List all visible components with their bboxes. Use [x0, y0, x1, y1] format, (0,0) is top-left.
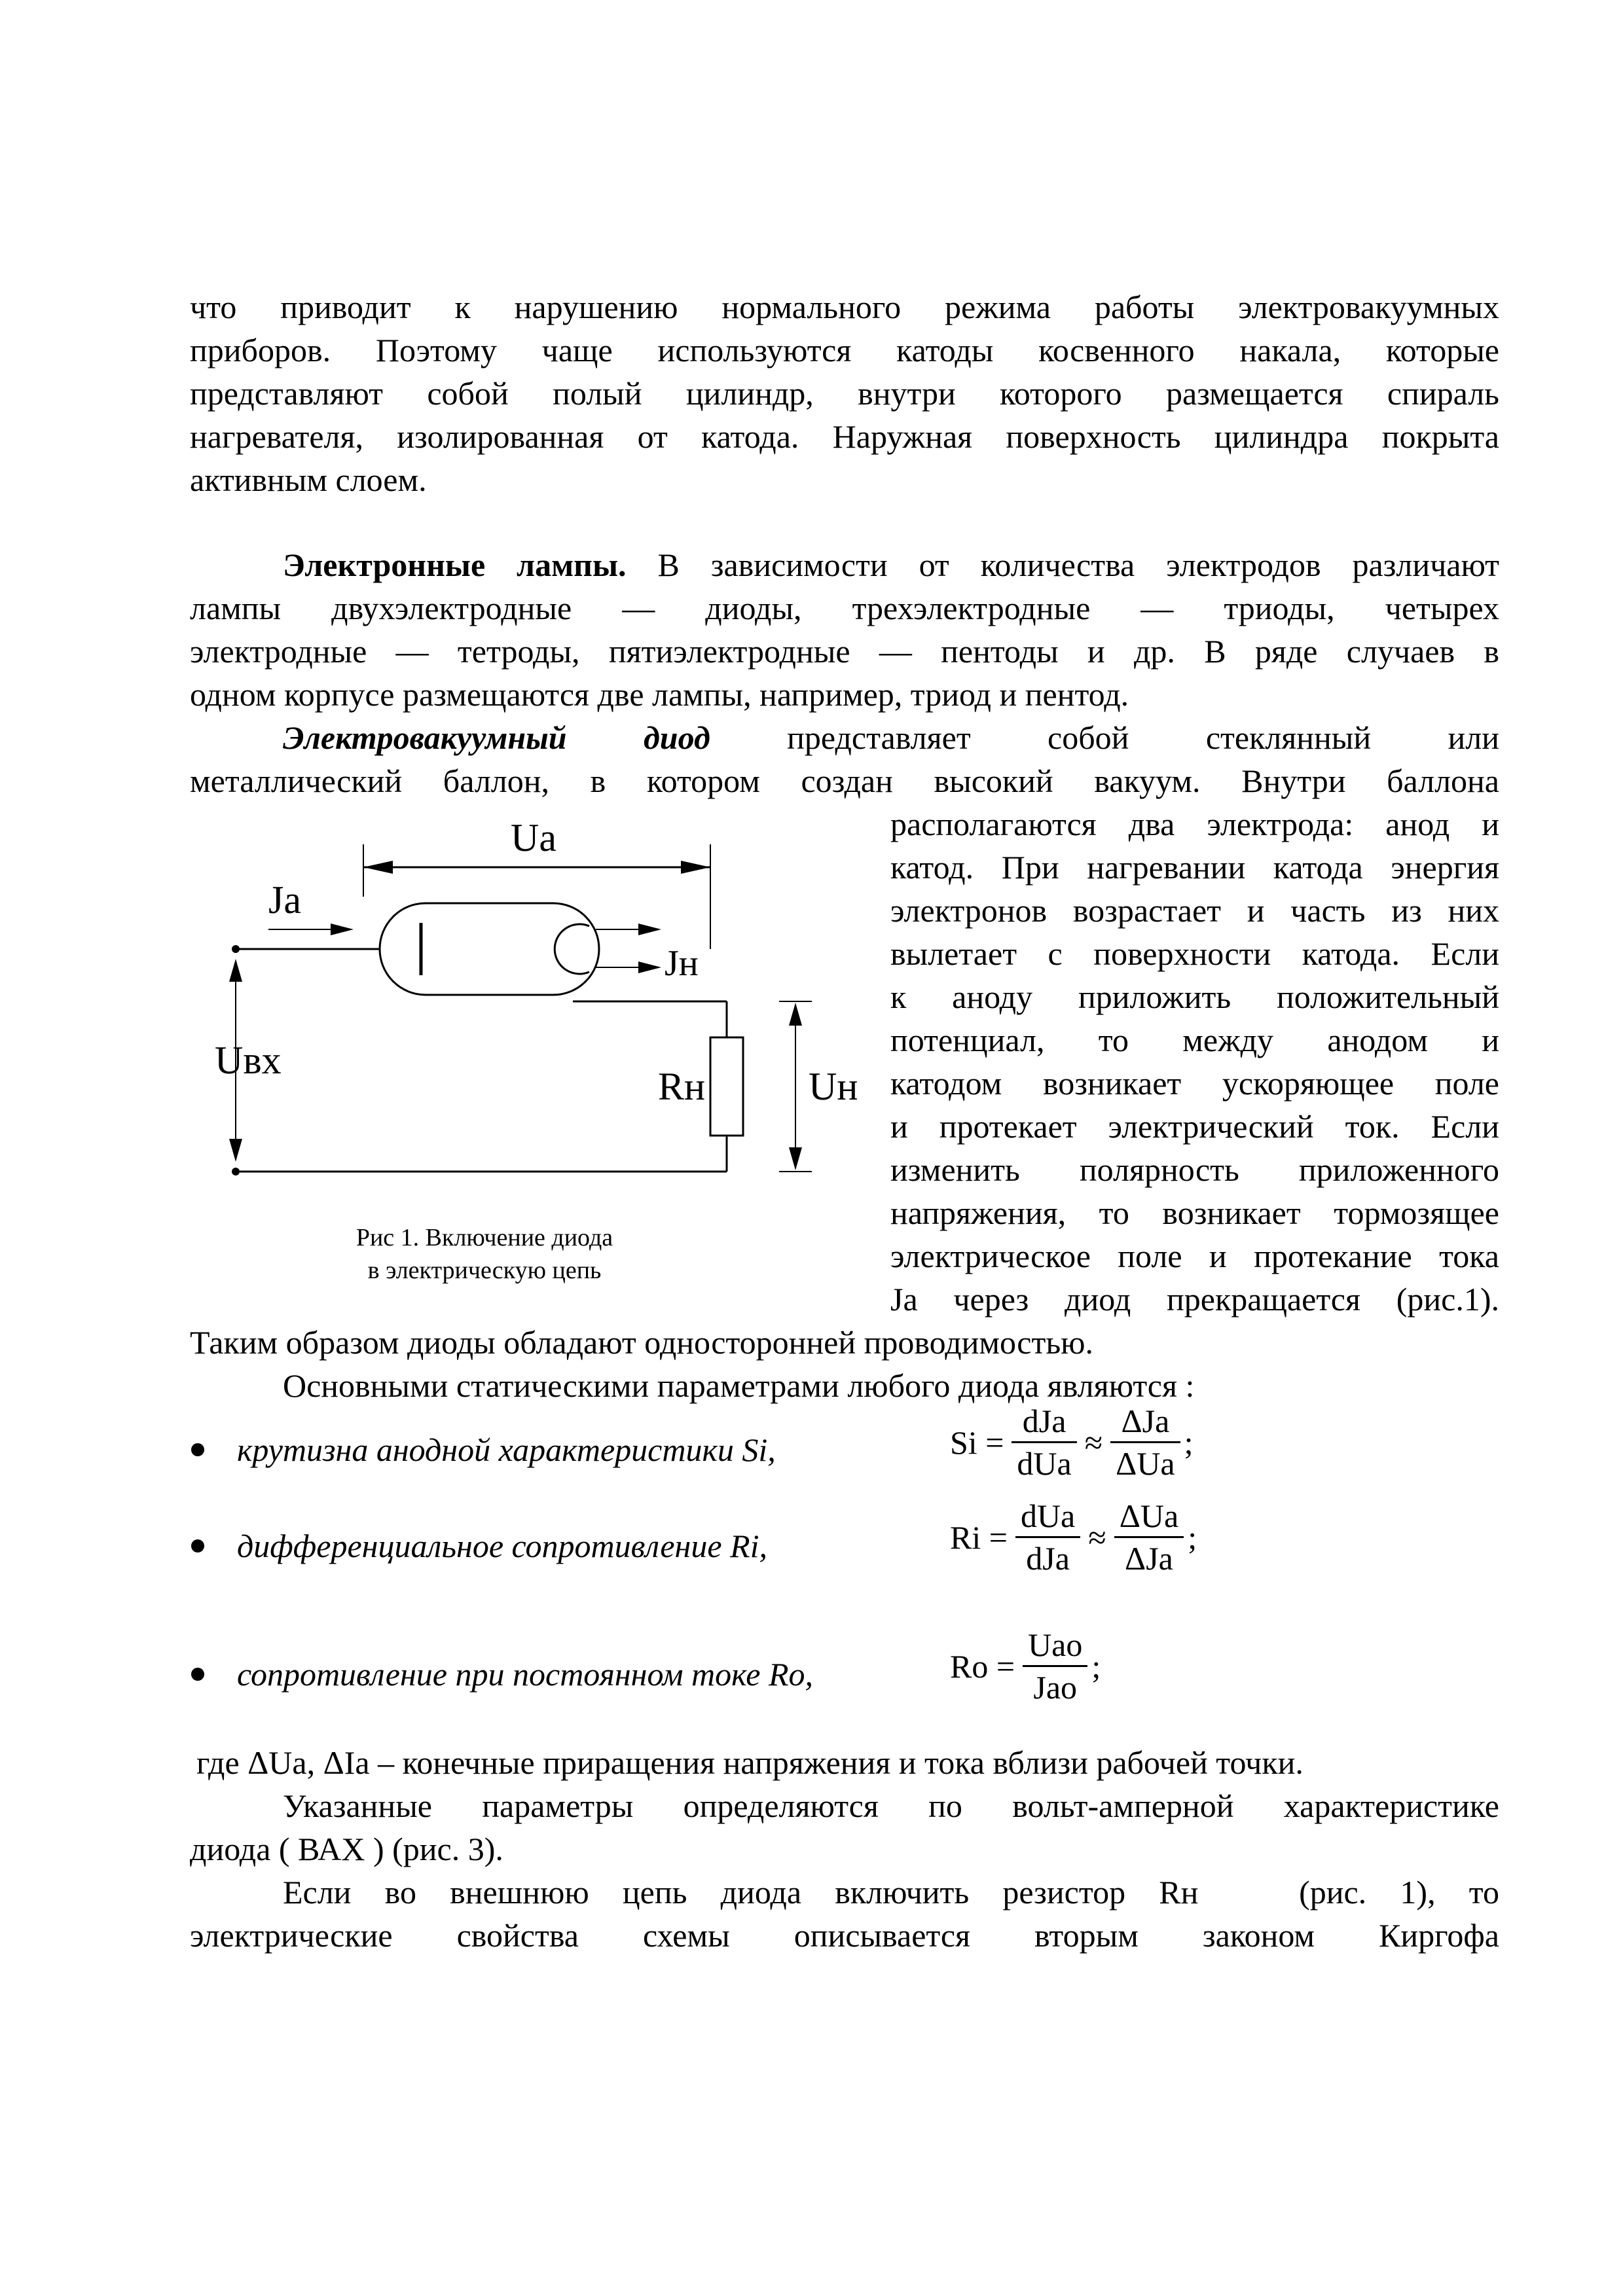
- closing-line-3: диода ( ВАХ ) (рис. 3).: [190, 1831, 503, 1867]
- p3-line-2: металлический баллон, в котором создан высокий вакуум. Внутри баллона: [190, 762, 1499, 799]
- formula-si-den1: dUa: [1017, 1445, 1072, 1482]
- label-ua: Ua: [511, 816, 556, 859]
- terminal-bottom: [232, 1168, 240, 1175]
- formula-si: [946, 1401, 1194, 1484]
- formula-ro-den: Jao: [1033, 1669, 1078, 1706]
- cathode-filament: [555, 924, 589, 974]
- p3-side-line-9: изменить полярность приложенного: [890, 1151, 1499, 1188]
- formula-ro: [946, 1624, 1101, 1708]
- formula-ri: [946, 1496, 1197, 1579]
- p1-line-5: активным слоем.: [190, 461, 427, 498]
- formula-si-num1: dJa: [1022, 1403, 1067, 1439]
- formula-ri-frac1: [1015, 1496, 1080, 1579]
- formula-ri-end: ;: [1188, 1518, 1197, 1556]
- formula-ri-approx: ≈: [1088, 1518, 1106, 1556]
- figure-caption-line-2: в электрическую цепь: [367, 1257, 602, 1284]
- p1-line-1: что приводит к нарушению нормального режима работы электровакуумных: [190, 289, 1499, 325]
- p1-line-4: нагревателя, изолированная от катода. Наружная поверхность цилиндра покрыта: [190, 418, 1499, 455]
- formula-ri-lhs: Ri =: [950, 1518, 1008, 1556]
- closing-line-1: где ΔUa, ΔIa – конечные приращения напряжения и тока вблизи рабочей точки.: [196, 1744, 1304, 1781]
- p3-line-1: [283, 716, 1499, 759]
- closing-line-2: Указанные параметры определяются по вольт-амперной характеристике: [283, 1787, 1499, 1824]
- bullet-icon: [191, 1539, 204, 1552]
- formula-ro-end: ;: [1091, 1647, 1101, 1685]
- param-si-text: крутизна анодной характеристики Si,: [237, 1431, 776, 1468]
- label-jh: Jн: [665, 943, 699, 984]
- ubx-arrowhead-top: [229, 959, 242, 982]
- closing-line-4: Если во внешнюю цепь диода включить резистор Rн (рис. 1), то: [283, 1874, 1499, 1910]
- formula-si-lhs: Si =: [950, 1424, 1004, 1461]
- p3-after-line: Таким образом диоды обладают односторонней проводимостью.: [190, 1324, 1093, 1361]
- label-rh: Rн: [658, 1065, 706, 1108]
- ubx-arrowhead-bottom: [229, 1139, 242, 1162]
- jh-arrowhead-top: [638, 924, 661, 935]
- diode-circuit-diagram: [196, 805, 864, 1211]
- formula-si-frac1: [1012, 1401, 1076, 1484]
- param-ri-text: дифференциальное сопротивление Ri,: [237, 1528, 767, 1564]
- formula-ri-den2: ΔJa: [1125, 1540, 1173, 1577]
- closing-line-5: электрические свойства схемы описывается вторым законом Киргофа: [190, 1917, 1499, 1954]
- params-intro: Основными статическими параметрами любого диода являются :: [283, 1367, 1195, 1404]
- section-heading: Электронные лампы.: [283, 547, 627, 583]
- bullet-icon: [191, 1668, 204, 1681]
- p3-side-line-11: электрическое поле и протекание тока: [890, 1238, 1499, 1274]
- p2-line-1: [283, 543, 1499, 586]
- p3-line-1-rest: представляет собой стеклянный или: [787, 719, 1500, 756]
- p2-line-3: электродные — тетроды, пятиэлектродные — пентоды и др. В ряде случаев в: [190, 633, 1499, 670]
- ua-arrowhead-right: [681, 861, 710, 874]
- formula-ro-num: Uao: [1028, 1626, 1083, 1663]
- p1-line-3: представляют собой полый цилиндр, внутри которого размещается спираль: [190, 375, 1499, 412]
- formula-ro-frac: [1023, 1624, 1087, 1708]
- formula-si-frac2: [1110, 1401, 1180, 1484]
- uh-arrowhead-top: [789, 1003, 802, 1026]
- p3-side-line-10: напряжения, то возникает тормозящее: [890, 1194, 1499, 1231]
- formula-si-num2: ΔJa: [1121, 1403, 1170, 1439]
- p3-side-line-2: катод. При нагревании катода энергия: [890, 849, 1499, 886]
- p3-side-line-3: электронов возрастает и часть из них: [890, 892, 1499, 929]
- resistor-rh: [710, 1037, 743, 1136]
- formula-ri-num2: ΔUa: [1119, 1498, 1179, 1534]
- label-uh: Uн: [809, 1065, 858, 1108]
- label-ubx: Uвх: [215, 1039, 282, 1082]
- p3-side-line-1: располагаются два электрода: анод и: [890, 806, 1499, 842]
- p2-line-2: лампы двухэлектродные — диоды, трехэлектродные — триоды, четырех: [190, 590, 1499, 626]
- param-ro-text: сопротивление при постоянном токе Ro,: [237, 1656, 813, 1693]
- ja-arrowhead: [331, 924, 354, 935]
- p3-side-line-12: Ja через диод прекращается (рис.1).: [890, 1281, 1499, 1318]
- jh-arrowhead-bottom: [638, 961, 661, 973]
- figure-caption-line-1: Рис 1. Включение диода: [356, 1224, 613, 1251]
- p3-side-line-4: вылетает с поверхности катода. Если: [890, 935, 1499, 972]
- p2-line-1-rest: В зависимости от количества электродов различают: [657, 547, 1500, 583]
- diode-term: Электровакуумный диод: [283, 719, 710, 756]
- formula-ri-den1: dJa: [1026, 1540, 1070, 1577]
- formula-ri-num1: dUa: [1020, 1498, 1076, 1534]
- formula-si-approx: ≈: [1084, 1424, 1103, 1461]
- p1-line-2: приборов. Поэтому чаще используются катоды косвенного накала, которые: [190, 332, 1499, 368]
- diode-envelope: [380, 903, 599, 995]
- uh-arrowhead-bottom: [789, 1147, 802, 1170]
- formula-ri-frac2: [1114, 1496, 1184, 1579]
- formula-si-end: ;: [1184, 1424, 1194, 1461]
- p2-line-4: одном корпусе размещаются две лампы, например, триод и пентод.: [190, 676, 1129, 713]
- terminal-top: [232, 945, 240, 953]
- bullet-icon: [191, 1443, 204, 1456]
- p3-side-line-5: к аноду приложить положительный: [890, 978, 1499, 1015]
- ua-arrowhead-left: [363, 861, 393, 874]
- p3-side-line-6: потенциал, то между анодом и: [890, 1022, 1499, 1058]
- formula-ro-lhs: Ro =: [950, 1647, 1015, 1685]
- formula-si-den2: ΔUa: [1116, 1445, 1175, 1482]
- label-ja: Ja: [268, 878, 301, 922]
- p3-side-line-7: катодом возникает ускоряющее поле: [890, 1065, 1499, 1102]
- p3-side-line-8: и протекает электрический ток. Если: [890, 1108, 1499, 1145]
